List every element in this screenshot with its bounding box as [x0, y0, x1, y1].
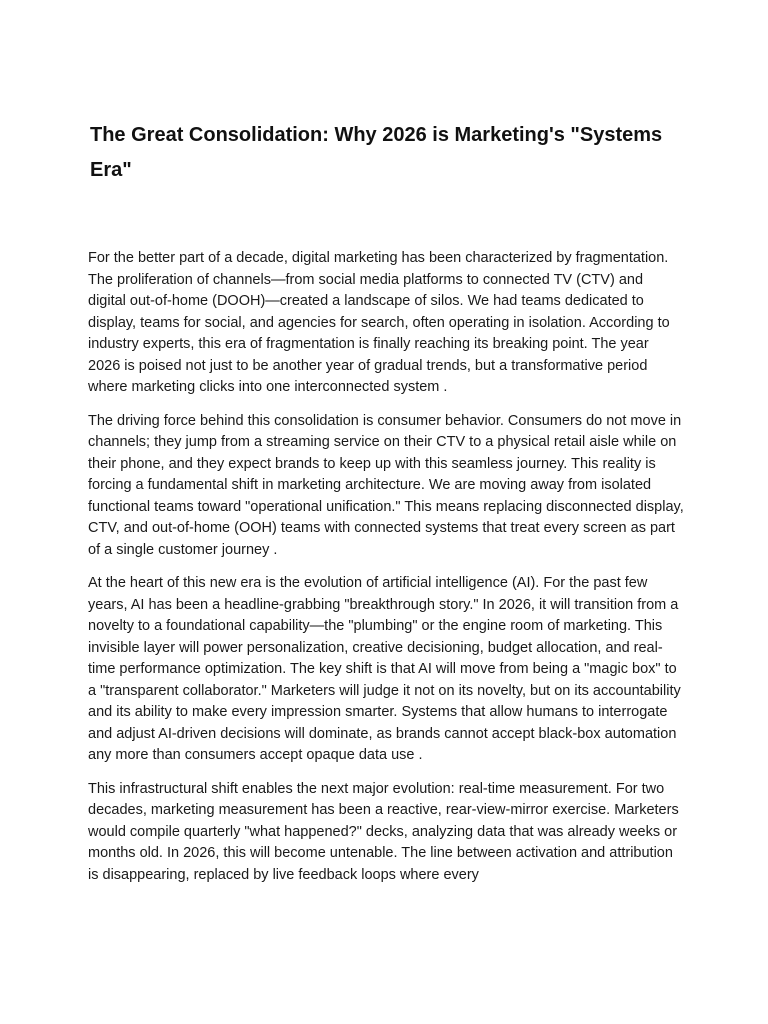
article-body [88, 248, 684, 898]
article-title: The Great Consolidation: Why 2026 is Marketing's "Systems Era" [90, 124, 663, 181]
article-paragraph: For the better part of a decade, digital marketing has been characterized by fragmentation. The proliferation of channels—from social media platforms to connected TV (CTV) and digital out-of-home (DOOH)—created a landscape of silos. We had teams dedicated to display, teams for social, and agencies for search, often operating in isolation. According to industry experts, this era of fragmentation is finally reaching its breaking point. The year 2026 is poised not just to be another year of gradual trends, but a transformative period where marketing clicks into one interconnected system . [88, 250, 670, 395]
article-paragraph: The driving force behind this consolidation is consumer behavior. Consumers do not move in channels; they jump from a streaming service on their CTV to a physical retail aisle while on their phone, and they expect brands to keep up with this seamless journey. This reality is forcing a fundamental shift in marketing architecture. We are moving away from isolated functional teams toward "operational unification." This means replacing disconnected display, CTV, and out-of-home (OOH) teams with connected systems that treat every screen as part of a single customer journey . [88, 412, 684, 558]
article-paragraph: This infrastructural shift enables the next major evolution: real-time measurement. For two decades, marketing measurement has been a reactive, rear-view-mirror exercise. Marketers would compile quarterly "what happened?" decks, analyzing data that was already weeks or months old. In 2026, this will become untenable. The line between activation and attribution is disappearing, replaced by live feedback loops where every [88, 780, 679, 883]
article-paragraph: At the heart of this new era is the evolution of artificial intelligence (AI). For the past few years, AI has been a headline-grabbing "breakthrough story." In 2026, it will transition from a novelty to a foundational capability—the "plumbing" or the engine room of marketing. This invisible layer will power personalization, creative decisioning, budget allocation, and real-time performance optimization. The key shift is that AI will move from being a "magic box" to a "transparent collaborator." Marketers will judge it not on its novelty, but on its accountability and its ability to make every impression smarter. Systems that allow humans to interrogate and adjust AI-driven decisions will dominate, as brands cannot accept black-box automation any more than consumers accept opaque data use . [88, 575, 681, 763]
